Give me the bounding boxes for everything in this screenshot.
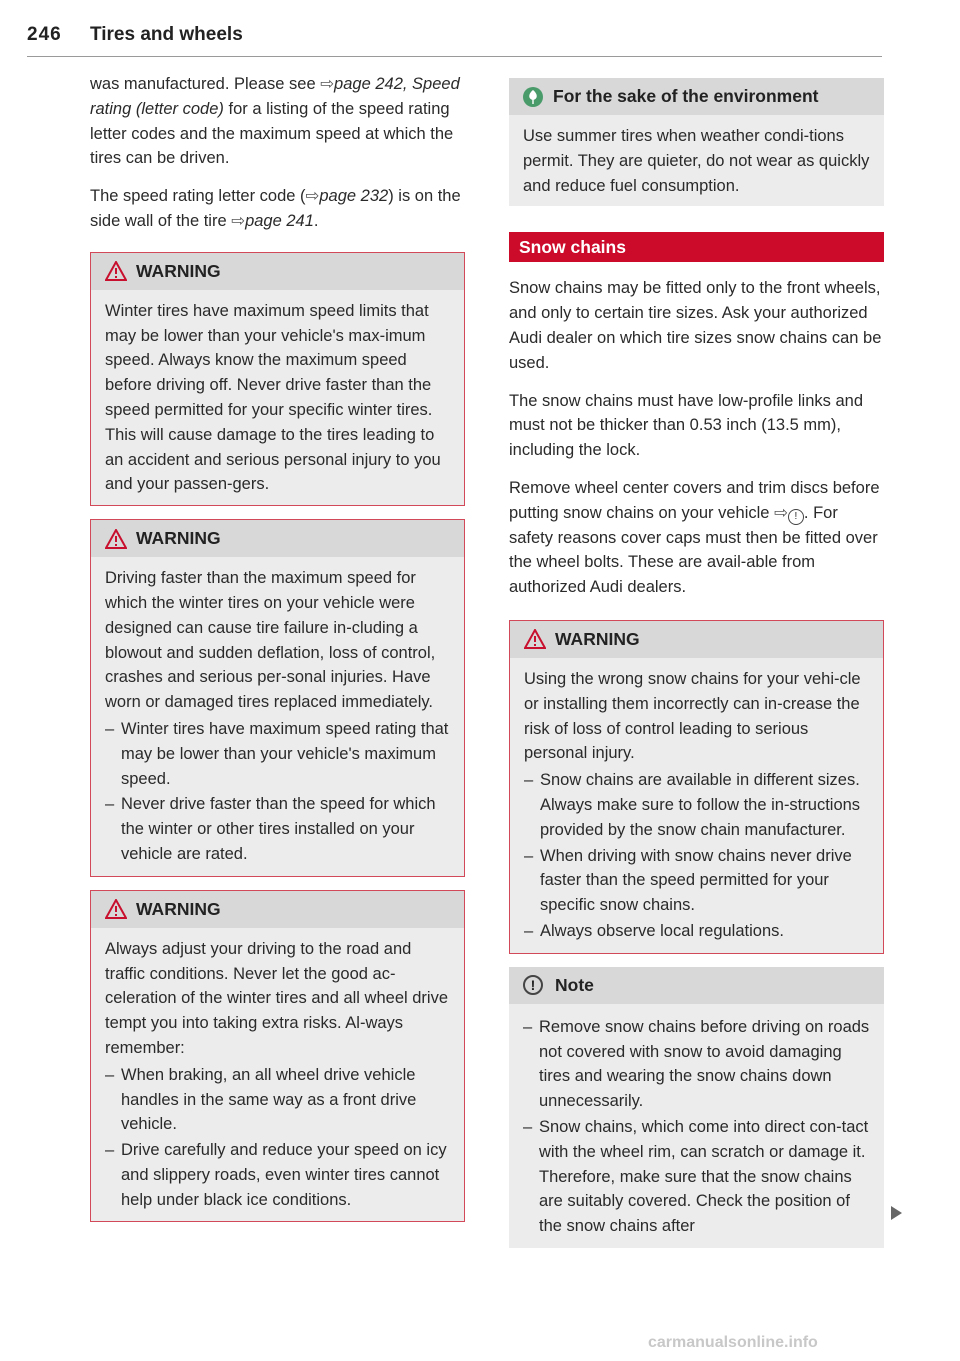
warning-triangle-icon bbox=[105, 261, 127, 281]
warning-list bbox=[105, 717, 450, 867]
intro-paragraph-1: was manufactured. Please see ⇨page 242, Speed rating (letter code) for a listing of the speed rating letter codes and the maximum speed at which the tires can be driven. bbox=[90, 75, 460, 168]
list-item: – Winter tires have maximum speed rating that may be lower than your vehicle's maximum speed. bbox=[105, 717, 450, 791]
warning-header bbox=[91, 253, 464, 290]
note-title: Note bbox=[555, 974, 594, 995]
page-link[interactable]: page 232 bbox=[319, 187, 389, 206]
page-link[interactable]: page 241 bbox=[245, 211, 314, 230]
warning-box-tire-failure bbox=[90, 519, 465, 877]
warning-header bbox=[510, 621, 883, 658]
arrow-reference-icon: ⇨ bbox=[231, 211, 246, 230]
list-item: – Always observe local regulations. bbox=[524, 919, 869, 944]
warning-text: Always adjust your driving to the road and traffic conditions. Never let the good ac-celeration of the winter tires and all wheel drive tempt you into taking extra risks. Al-ways remember: bbox=[105, 939, 449, 1057]
note-header bbox=[509, 967, 884, 1004]
right-column bbox=[509, 78, 884, 1261]
snow-chains-paragraph-1: Snow chains may be fitted only to the front wheels, and only to certain tire sizes. Ask your authorized Audi dealer on which tire sizes snow chains can be used. bbox=[509, 279, 882, 372]
page-number: 246 bbox=[27, 24, 62, 45]
environment-header bbox=[509, 78, 884, 115]
warning-title: WARNING bbox=[136, 898, 221, 919]
section-title: Tires and wheels bbox=[90, 24, 243, 45]
page-header bbox=[27, 22, 882, 57]
note-icon[interactable]: ! bbox=[788, 509, 804, 525]
intro-paragraph-2: The speed rating letter code (⇨page 232) is on the side wall of the tire ⇨page 241. bbox=[90, 187, 461, 230]
warning-text: Using the wrong snow chains for your vehi-cle or installing them incorrectly can in-crease the risk of loss of control leading to serious personal injury. bbox=[524, 669, 861, 763]
list-item: – When driving with snow chains never drive faster than the speed permitted for your specific snow chains. bbox=[524, 844, 869, 918]
warning-box-winter-speed bbox=[90, 252, 465, 506]
section-heading-snow-chains: Snow chains bbox=[509, 232, 884, 262]
warning-title: WARNING bbox=[136, 528, 221, 549]
warning-box-driving bbox=[90, 890, 465, 1223]
warning-text: Winter tires have maximum speed limits that may be lower than your vehicle's max-imum speed. Always know the maximum speed before driving off. Never drive faster than the speed permitted for your specific winter tires. This will cause damage to the tires leading to an accident and serious personal injury to you and your passen-gers. bbox=[105, 301, 441, 494]
list-item: – Snow chains, which come into direct con-tact with the wheel rim, can scratch or damage it. Therefore, make sure that the snow chains are suitably covered. Check the position of the snow chains after bbox=[523, 1115, 870, 1239]
environment-text: Use summer tires when weather condi-tions permit. They are quieter, do not wear as quickly and reduce fuel consumption. bbox=[523, 127, 870, 195]
snow-chains-paragraph-2: The snow chains must have low-profile links and must not be thicker than 0.53 inch (13.5 mm), including the lock. bbox=[509, 391, 864, 460]
snow-chains-paragraph-3: Remove wheel center covers and trim discs before putting snow chains on your vehicle ⇨ ! . For safety reasons cover caps must then be fitted over the wheel bolts. These are avail-able from authorized Audi dealers. bbox=[509, 478, 880, 597]
warning-title: WARNING bbox=[555, 629, 640, 650]
warning-triangle-icon bbox=[524, 629, 546, 649]
warning-text: Driving faster than the maximum speed for which the winter tires on your vehicle were designed can cause tire failure in-cluding a blowout and sudden deflation, loss of control, crashes and serious per-sonal injuries. Have worn or damaged tires replaced immediately. bbox=[105, 569, 436, 712]
arrow-reference-icon: ⇨ bbox=[320, 75, 335, 93]
warning-triangle-icon bbox=[105, 899, 127, 919]
warning-header bbox=[91, 520, 464, 557]
environment-icon bbox=[523, 87, 543, 107]
warning-box-snow-chains bbox=[509, 620, 884, 954]
warning-header bbox=[91, 891, 464, 928]
list-item: – Drive carefully and reduce your speed on icy and slippery roads, even winter tires cannot help under black ice conditions. bbox=[105, 1138, 450, 1212]
list-item: – When braking, an all wheel drive vehicle handles in the same way as a front drive vehicle. bbox=[105, 1063, 450, 1137]
note-box bbox=[509, 967, 884, 1248]
warning-title: WARNING bbox=[136, 260, 221, 281]
note-list bbox=[523, 1015, 870, 1239]
list-item: – Never drive faster than the speed for which the winter or other tires installed on your vehicle are rated. bbox=[105, 792, 450, 866]
continue-arrow-icon[interactable] bbox=[891, 1206, 902, 1220]
warning-list bbox=[105, 1063, 450, 1213]
left-column bbox=[90, 72, 465, 1235]
list-item: – Remove snow chains before driving on roads not covered with snow to avoid damaging tires and wearing the snow chains down unnecessarily. bbox=[523, 1015, 870, 1114]
arrow-reference-icon: ⇨ bbox=[305, 187, 320, 206]
environment-title: For the sake of the environment bbox=[553, 86, 819, 107]
warning-list bbox=[524, 768, 869, 944]
page-link[interactable]: page 242, Speed rating (letter code) bbox=[90, 75, 460, 118]
list-item: – Snow chains are available in different sizes. Always make sure to follow the in-structions provided by the snow chain manufacturer. bbox=[524, 768, 869, 842]
watermark: carmanualsonline.info bbox=[648, 1334, 818, 1351]
environment-box bbox=[509, 78, 884, 206]
arrow-reference-icon: ⇨ bbox=[774, 503, 788, 522]
warning-triangle-icon bbox=[105, 529, 127, 549]
note-icon: ! bbox=[523, 975, 543, 995]
